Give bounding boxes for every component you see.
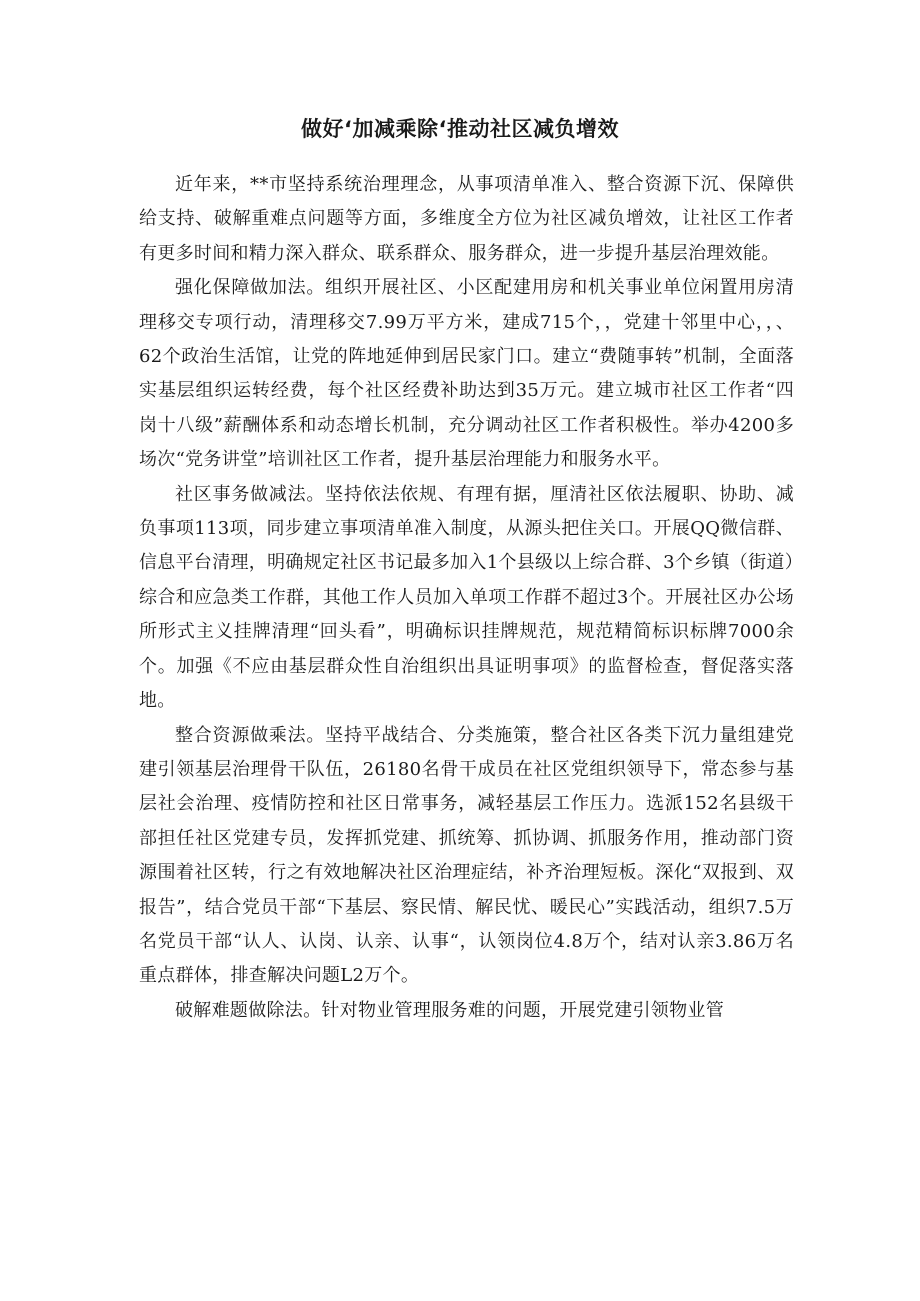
document-body (139, 168, 794, 1028)
document-title: 做好‘加减乘除‘推动社区减负增效 (301, 117, 619, 141)
paragraph-division: 破解难题做除法。针对物业管理服务难的问题，开展党建引领物业管 (175, 999, 724, 1021)
paragraph-intro: 近年来，**市坚持系统治理理念，从事项清单准入、整合资源下沉、保障供给支持、破解重难点问题等方面，多维度全方位为社区减负增效，让社区工作者有更多时间和精力深入群众、联系群众、服务群众，进一步提升基层治理效能。 (139, 174, 794, 264)
paragraph-multiplication: 整合资源做乘法。坚持平战结合、分类施策，整合社区各类下沉力量组建党建引领基层治理骨干队伍，26180名骨干成员在社区党组织领导下，常态参与基层社会治理、疫情防控和社区日常事务，减轻基层工作压力。选派152名县级干部担任社区党建专员，发挥抓党建、抓统筹、抓协调、抓服务作用，推动部门资源围着社区转，行之有效地解决社区治理症结，补齐治理短板。深化“双报到、双报告”，结合党员干部“下基层、察民情、解民忧、暖民心”实践活动，组织7.5万名党员干部“认人、认岗、认亲、认事“，认领岗位4.8万个，结对认亲3.86万名重点群体，排查解决问题L2万个。 (139, 724, 794, 987)
paragraph-addition: 强化保障做加法。组织开展社区、小区配建用房和机关事业单位闲置用房清理移交专项行动，清理移交7.99万平方米，建成715个，，党建十邻里中心，，、62个政治生活馆，让党的阵地延伸到居民家门口。建立“费随事转”机制，全面落实基层组织运转经费，每个社区经费补助达到35万元。建立城市社区工作者“四岗十八级”薪酬体系和动态增长机制，充分调动社区工作者积极性。举办4200多场次“党务讲堂”培训社区工作者，提升基层治理能力和服务水平。 (139, 277, 794, 471)
paragraph-subtraction: 社区事务做减法。坚持依法依规、有理有据，厘清社区依法履职、协助、减负事项113项，同步建立事项清单准入制度，从源头把住关口。开展QQ微信群、信息平台清理，明确规定社区书记最多加入1个县级以上综合群、3个乡镇（街道）综合和应急类工作群，其他工作人员加入单项工作群不超过3个。开展社区办公场所形式主义挂牌清理“回头看”，明确标识挂牌规范，规范精简标识标牌7000余个。加强《不应由基层群众性自治组织出具证明事项》的监督检查，督促落实落地。 (139, 483, 795, 712)
